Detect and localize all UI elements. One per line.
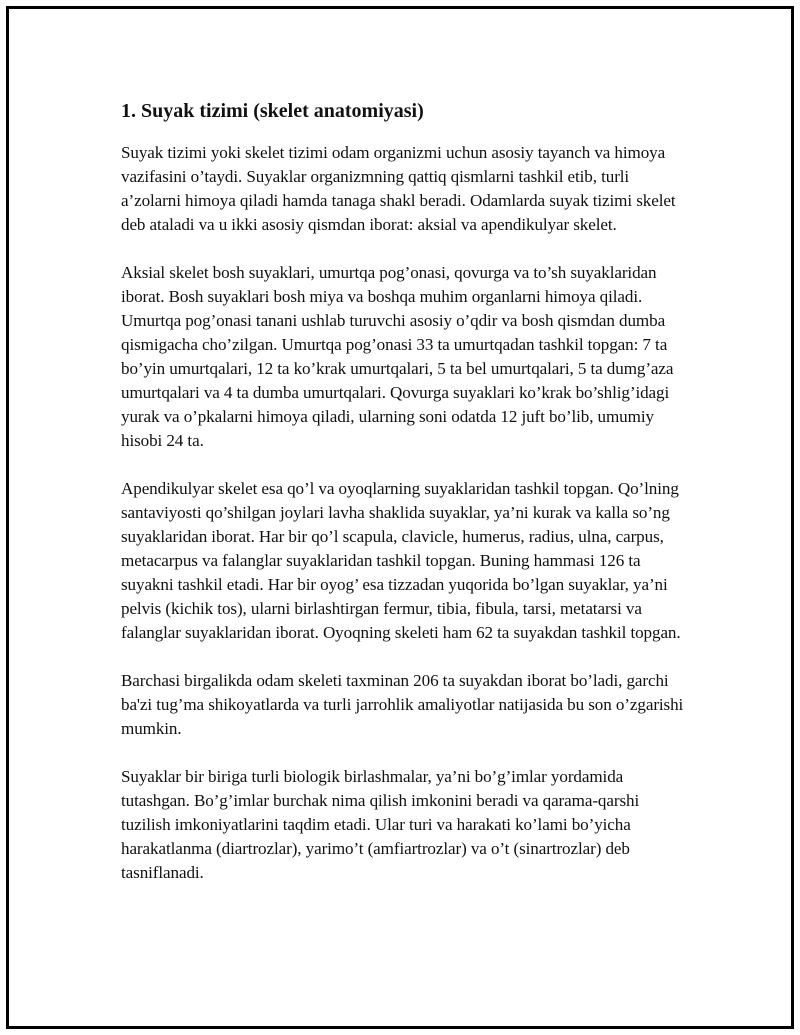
section-heading: 1. Suyak tizimi (skelet anatomiyasi) bbox=[121, 100, 424, 122]
document-page bbox=[6, 6, 794, 1029]
paragraph-total-bones: Barchasi birgalikda odam skeleti taxminan 206 ta suyakdan iborat bo’ladi, garchi ba'zi tug’ma shikoyatlarda va turli jarrohlik amaliyotlar natijasida bu son o’zgarishi mumkin. bbox=[121, 671, 684, 738]
paragraph-joints: Suyaklar bir biriga turli biologik birlashmalar, ya’ni bo’g’imlar yordamida tutashgan. Bo’g’imlar burchak nima qilish imkonini beradi va qarama-qarshi tuzilish imkoniyatlarini taqdim etadi. Ular turi va harakati ko’lami bo’yicha harakatlanma (diartrozlar), yarimo’t (amfiartrozlar) va o’t (sinartrozlar) deb tasniflanadi. bbox=[121, 767, 640, 882]
paragraph-intro: Suyak tizimi yoki skelet tizimi odam organizmi uchun asosiy tayanch va himoya vazifasini o’taydi. Suyaklar organizmning qattiq qismlarni tashkil etib, turli a’zolarni himoya qiladi hamda tanaga shakl beradi. Odamlarda suyak tizimi skelet deb ataladi va u ikki asosiy qismdan iborat: aksial va apendikulyar skelet. bbox=[121, 143, 676, 234]
paragraph-axial-skeleton: Aksial skelet bosh suyaklari, umurtqa pog’onasi, qovurga va to’sh suyaklaridan iborat. Bosh suyaklari bosh miya va boshqa muhim organlarni himoya qiladi. Umurtqa pog’onasi tanani ushlab turuvchi asosiy o’qdir va bosh qismdan dumba qismigacha cho’zilgan. Umurtqa pog’onasi 33 ta umurtqadan tashkil topgan: 7 ta bo’yin umurtqalari, 12 ta ko’krak umurtqalari, 5 ta bel umurtqalari, 5 ta dumg’aza umurtqalari va 4 ta dumba umurtqalari. Qovurga suyaklari ko’krak bo’shlig’idagi yurak va o’pkalarni himoya qiladi, ularning soni odatda 12 juft bo’lib, umumiy hisobi 24 ta. bbox=[121, 263, 674, 450]
document-body bbox=[121, 97, 689, 909]
paragraph-appendicular-skeleton: Apendikulyar skelet esa qo’l va oyoqlarning suyaklaridan tashkil topgan. Qo’lning santaviyosti qo’shilgan joylari lavha shaklida suyaklar, ya’ni kurak va kalla so’ng suyaklaridan iborat. Har bir qo’l scapula, clavicle, humerus, radius, ulna, carpus, metacarpus va falanglar suyaklaridan tashkil topgan. Buning hammasi 126 ta suyakni tashkil etadi. Har bir oyog’ esa tizzadan yuqorida bo’lgan suyaklar, ya’ni pelvis (kichik tos), ularni birlashtirgan fermur, tibia, fibula, tarsi, metatarsi va falanglar suyaklaridan iborat. Oyoqning skeleti ham 62 ta suyakdan tashkil topgan. bbox=[121, 479, 681, 642]
